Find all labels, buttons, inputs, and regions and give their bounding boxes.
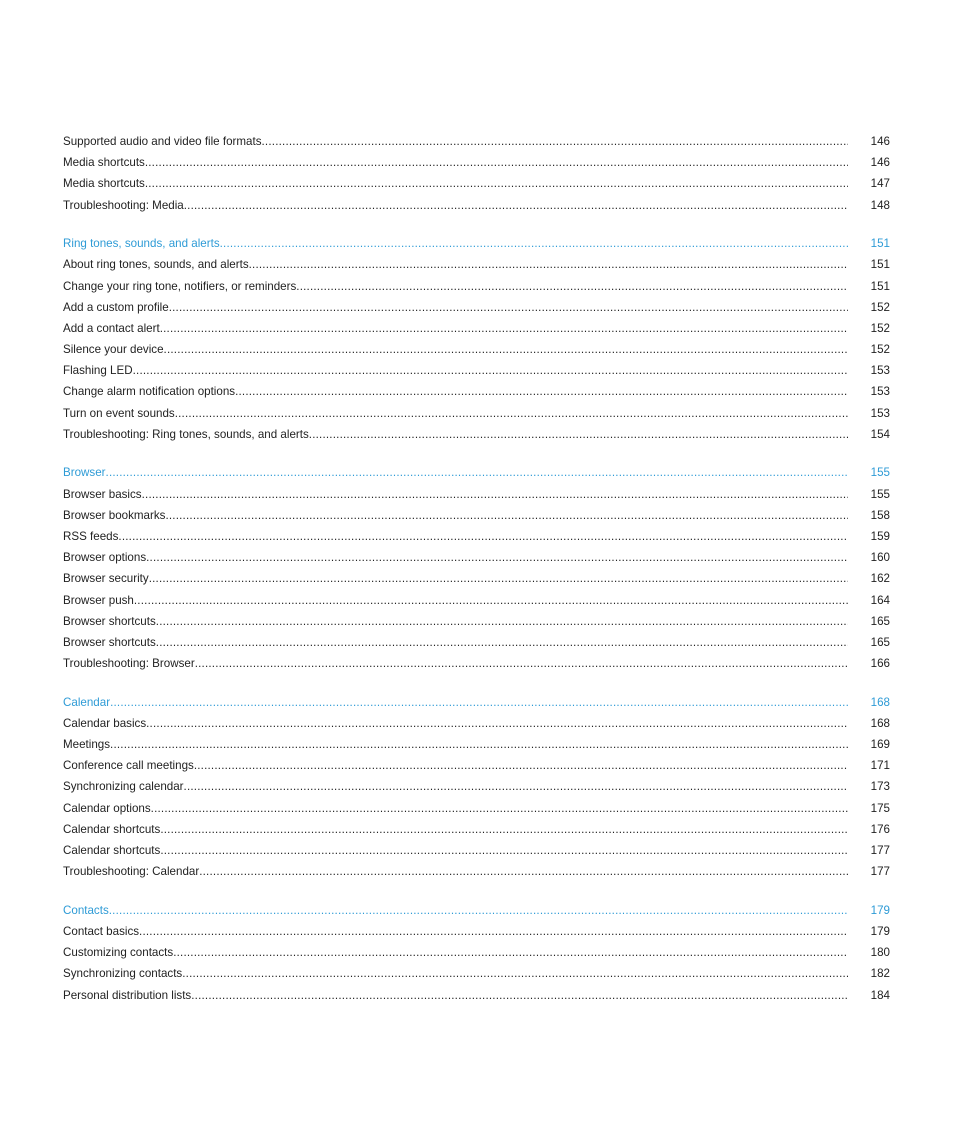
toc-chapter-page: 179	[870, 903, 890, 917]
toc-entry[interactable]	[63, 424, 890, 445]
toc-entry-page: 151	[870, 279, 890, 293]
dot-leader	[156, 632, 848, 653]
toc-entry-title: Synchronizing calendar	[63, 780, 184, 794]
toc-entry-page: 173	[870, 780, 890, 794]
toc-entry-title: Troubleshooting: Browser	[63, 657, 195, 671]
toc-entry[interactable]	[63, 339, 890, 360]
toc-entry[interactable]	[63, 819, 890, 840]
toc-entry-page: 153	[870, 406, 890, 420]
toc-entry-page: 155	[870, 487, 890, 501]
toc-entry-title: Add a custom profile	[63, 300, 169, 314]
toc-chapter-heading[interactable]	[63, 692, 890, 713]
toc-entry[interactable]	[63, 173, 890, 194]
toc-entry[interactable]	[63, 734, 890, 755]
toc-section-ring-tones	[63, 233, 890, 445]
toc-entry[interactable]	[63, 590, 890, 611]
toc-entry-title: Personal distribution lists	[63, 988, 192, 1002]
toc-entry-title: Change your ring tone, notifiers, or reminders	[63, 279, 297, 293]
dot-leader	[173, 942, 848, 963]
toc-entry-title: Conference call meetings	[63, 759, 194, 773]
toc-entry-title: Change alarm notification options	[63, 385, 236, 399]
toc-entry-page: 153	[870, 385, 890, 399]
toc-entry-title: Supported audio and video file formats	[63, 135, 262, 148]
toc-entry[interactable]	[63, 611, 890, 632]
toc-entry-title: Calendar shortcuts	[63, 843, 161, 857]
toc-entry-page: 171	[870, 759, 890, 773]
toc-entry-page: 159	[870, 529, 890, 543]
dot-leader	[175, 403, 848, 424]
toc-entry[interactable]	[63, 632, 890, 653]
toc-entry[interactable]	[63, 195, 890, 216]
dot-leader	[235, 381, 848, 402]
dot-leader	[249, 254, 848, 275]
toc-entry[interactable]	[63, 755, 890, 776]
toc-entry-page: 169	[870, 738, 890, 752]
toc-chapter-title: Browser	[63, 466, 106, 480]
toc-section-calendar	[63, 692, 890, 883]
toc-entry-title: RSS feeds	[63, 529, 119, 543]
toc-entry-page: 177	[870, 865, 890, 879]
toc-chapter-title: Calendar	[63, 695, 111, 709]
toc-chapter-page: 151	[870, 237, 890, 251]
toc-entry[interactable]	[63, 276, 890, 297]
dot-leader	[220, 233, 848, 254]
dot-leader	[194, 755, 848, 776]
dot-leader	[151, 798, 848, 819]
toc-entry-title: Calendar basics	[63, 716, 147, 730]
dot-leader	[184, 776, 848, 797]
toc-entry-page: 182	[870, 967, 890, 981]
toc-entry-title: About ring tones, sounds, and alerts	[63, 258, 249, 272]
toc-entry-page: 153	[870, 364, 890, 378]
toc-chapter-page: 168	[870, 695, 890, 709]
toc-entry-title: Meetings	[63, 738, 111, 752]
toc-entry-title: Customizing contacts	[63, 946, 174, 960]
toc-entry[interactable]	[63, 861, 890, 882]
toc-chapter-heading[interactable]	[63, 462, 890, 483]
toc-entry-page: 176	[870, 822, 890, 836]
dot-leader	[184, 195, 848, 216]
toc-entry-page: 151	[870, 258, 890, 272]
toc-entry-title: Troubleshooting: Calendar	[63, 865, 200, 879]
toc-chapter-page: 155	[870, 466, 890, 480]
toc-entry[interactable]	[63, 484, 890, 505]
toc-entry[interactable]	[63, 653, 890, 674]
toc-entry-page: 179	[870, 924, 890, 938]
toc-entry[interactable]	[63, 297, 890, 318]
toc-chapter-title: Ring tones, sounds, and alerts	[63, 237, 220, 251]
dot-leader	[182, 963, 848, 984]
toc-entry[interactable]	[63, 547, 890, 568]
toc-entry[interactable]	[63, 713, 890, 734]
toc-chapter-heading[interactable]	[63, 900, 890, 921]
toc-chapter-heading[interactable]	[63, 233, 890, 254]
toc-entry[interactable]	[63, 798, 890, 819]
dot-leader	[160, 318, 848, 339]
toc-entry-page: 152	[870, 343, 890, 357]
dot-leader	[109, 900, 848, 921]
toc-entry[interactable]	[63, 505, 890, 526]
toc-entry-title: Add a contact alert	[63, 321, 160, 335]
dot-leader	[296, 276, 848, 297]
dot-leader	[142, 484, 848, 505]
toc-entry-title: Silence your device	[63, 343, 164, 357]
toc-entry-page: 152	[870, 321, 890, 335]
table-of-contents	[63, 131, 890, 1006]
toc-entry-title: Contact basics	[63, 924, 140, 938]
toc-entry[interactable]	[63, 568, 890, 589]
toc-entry-page: 165	[870, 614, 890, 628]
dot-leader	[169, 297, 848, 318]
toc-entry-page: 148	[870, 198, 890, 212]
toc-section-browser	[63, 462, 890, 674]
dot-leader	[146, 713, 848, 734]
dot-leader	[133, 360, 848, 381]
toc-entry-page: 184	[870, 988, 890, 1002]
dot-leader	[199, 861, 848, 882]
toc-entry[interactable]	[63, 403, 890, 424]
toc-entry-title: Browser security	[63, 572, 149, 586]
toc-entry-title: Turn on event sounds	[63, 406, 175, 420]
toc-entry-page: 147	[870, 177, 890, 191]
toc-entry-page: 165	[870, 635, 890, 649]
toc-entry-page: 168	[870, 716, 890, 730]
toc-entry-page: 162	[870, 572, 890, 586]
toc-entry[interactable]	[63, 254, 890, 275]
dot-leader	[118, 526, 848, 547]
toc-entry-page: 180	[870, 946, 890, 960]
toc-chapter-title: Contacts	[63, 903, 109, 917]
toc-entry-title: Media shortcuts	[63, 177, 145, 191]
toc-entry[interactable]	[63, 985, 890, 1006]
toc-entry[interactable]	[63, 152, 890, 173]
toc-entry-page: 177	[870, 843, 890, 857]
toc-entry[interactable]	[63, 776, 890, 797]
dot-leader	[146, 547, 848, 568]
toc-entry[interactable]	[63, 131, 890, 152]
toc-entry[interactable]	[63, 318, 890, 339]
dot-leader	[309, 424, 848, 445]
toc-entry-page: 175	[870, 801, 890, 815]
toc-entry-page: 152	[870, 300, 890, 314]
toc-entry-page: 146	[870, 135, 890, 148]
toc-entry[interactable]	[63, 921, 890, 942]
toc-section-media	[63, 131, 890, 216]
toc-entry-title: Browser basics	[63, 487, 142, 501]
toc-entry-page: 158	[870, 508, 890, 522]
toc-entry-title: Browser options	[63, 551, 147, 565]
toc-entry-page: 160	[870, 551, 890, 565]
dot-leader	[164, 339, 848, 360]
toc-entry[interactable]	[63, 526, 890, 547]
toc-section-contacts	[63, 900, 890, 1006]
toc-entry-title: Calendar options	[63, 801, 151, 815]
toc-entry-title: Calendar shortcuts	[63, 822, 161, 836]
toc-entry[interactable]	[63, 942, 890, 963]
toc-entry-page: 166	[870, 657, 890, 671]
toc-entry-title: Browser shortcuts	[63, 614, 156, 628]
dot-leader	[195, 653, 848, 674]
toc-entry-title: Browser shortcuts	[63, 635, 156, 649]
dot-leader	[110, 734, 848, 755]
dot-leader	[145, 152, 848, 173]
dot-leader	[149, 568, 848, 589]
dot-leader	[139, 921, 848, 942]
dot-leader	[262, 131, 848, 152]
toc-entry[interactable]	[63, 840, 890, 861]
dot-leader	[145, 173, 848, 194]
toc-entry-title: Browser bookmarks	[63, 508, 166, 522]
toc-entry-title: Troubleshooting: Ring tones, sounds, and alerts	[63, 427, 309, 441]
toc-entry[interactable]	[63, 360, 890, 381]
dot-leader	[165, 505, 848, 526]
dot-leader	[160, 819, 848, 840]
toc-entry-title: Troubleshooting: Media	[63, 198, 184, 212]
toc-entry-title: Flashing LED	[63, 364, 133, 378]
toc-entry[interactable]	[63, 381, 890, 402]
dot-leader	[134, 590, 848, 611]
dot-leader	[106, 462, 848, 483]
dot-leader	[160, 840, 848, 861]
toc-entry-title: Browser push	[63, 593, 134, 607]
toc-entry[interactable]	[63, 963, 890, 984]
toc-entry-page: 146	[870, 156, 890, 170]
toc-entry-title: Synchronizing contacts	[63, 967, 183, 981]
dot-leader	[110, 692, 848, 713]
toc-entry-title: Media shortcuts	[63, 156, 145, 170]
dot-leader	[156, 611, 848, 632]
dot-leader	[191, 985, 848, 1006]
toc-entry-page: 154	[870, 427, 890, 441]
toc-entry-page: 164	[870, 593, 890, 607]
